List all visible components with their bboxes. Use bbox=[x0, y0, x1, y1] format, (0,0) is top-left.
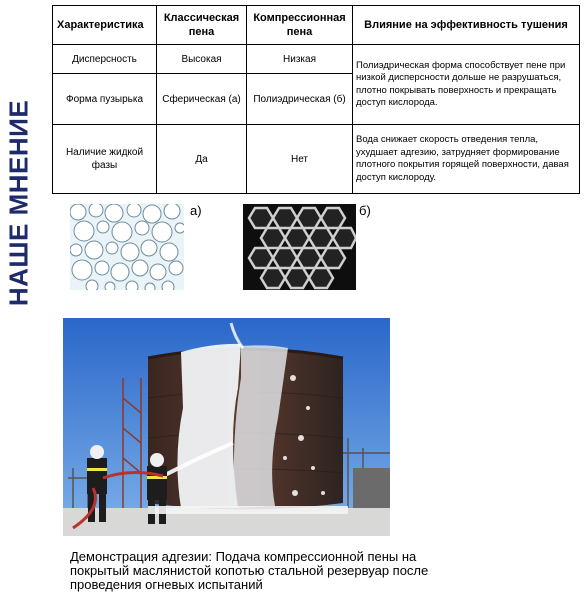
side-title-text: НАШЕ МНЕНИЕ bbox=[3, 99, 34, 306]
row-label: Наличие жидкой фазы bbox=[53, 125, 157, 194]
polyhedral-foam-image bbox=[243, 204, 356, 290]
comparison-table bbox=[52, 5, 580, 194]
table-row bbox=[53, 125, 580, 194]
table-header-row bbox=[53, 6, 580, 45]
cell-effect-note: Вода снижает скорость отведения тепла, ухудшает адгезию, затрудняет формирование плотного покрытия горящей поверхности, давая доступ кислороду. bbox=[353, 125, 580, 194]
cell-compression: Низкая bbox=[247, 45, 353, 74]
tank-foam-photo bbox=[63, 318, 390, 536]
photo-caption: Демонстрация адгезии: Подача компрессионной пены на покрытый маслянистой копотью стальной резервуар после проведения огневых испытаний bbox=[70, 549, 429, 592]
cell-effect-note: Полиэдрическая форма способствует пене при низкой дисперсности дольше не разрушаться, плотно покрывать поверхность и прекращать доступ кислорода. bbox=[353, 45, 580, 125]
cell-classic: Да bbox=[157, 125, 247, 194]
table-row bbox=[53, 45, 580, 74]
header-classic: Классическая пена bbox=[157, 6, 247, 45]
header-effect: Влияние на эффективность тушения bbox=[353, 6, 580, 45]
cell-compression: Нет bbox=[247, 125, 353, 194]
header-characteristic: Характеристика bbox=[53, 6, 157, 45]
cell-compression: Полиэдрическая (б) bbox=[247, 74, 353, 125]
header-compression: Компрессионная пена bbox=[247, 6, 353, 45]
spherical-foam-image bbox=[70, 204, 184, 290]
figure-b-label: б) bbox=[359, 203, 371, 218]
row-label: Форма пузырька bbox=[53, 74, 157, 125]
cell-classic: Сферическая (а) bbox=[157, 74, 247, 125]
figure-a-label: а) bbox=[190, 203, 202, 218]
side-title bbox=[4, 85, 34, 320]
cell-classic: Высокая bbox=[157, 45, 247, 74]
row-label: Дисперсность bbox=[53, 45, 157, 74]
